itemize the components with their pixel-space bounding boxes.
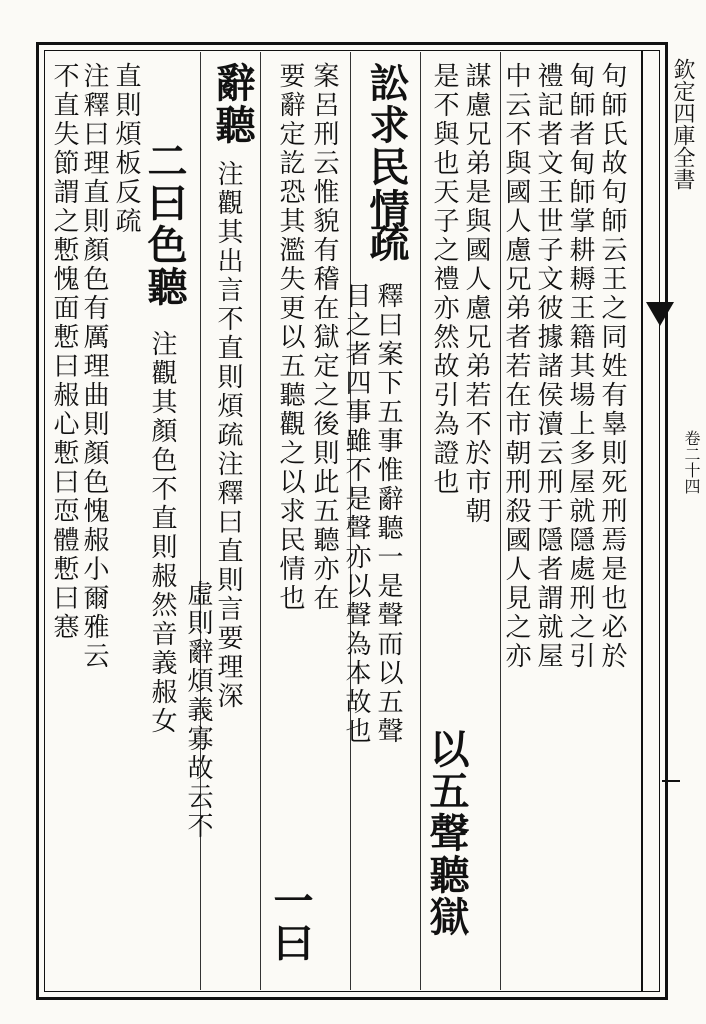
heading-column-12: 辭聽: [209, 62, 256, 146]
text-column-13: 虛則辭煩義寡故云不: [183, 580, 213, 841]
text-column-12: 注觀其出言不直則煩疏注釋曰直則言要理深: [213, 160, 243, 711]
book-title: 欽定四庫全書: [670, 58, 695, 190]
heading-column-8: 訟求民情: [363, 62, 410, 230]
text-column-15: 直則煩板反疏: [111, 62, 141, 236]
text-column-2: 甸師者甸師掌耕耨王籍其場上多屋就隱處刑之引: [565, 62, 595, 671]
text-column-10: 案呂刑云惟貌有稽在獄定之後則此五聽亦在: [309, 62, 339, 613]
text-column-4: 中云不與國人慮兄弟者若在市朝刑殺國人見之亦: [501, 62, 531, 671]
fishtail-mark-icon: [646, 302, 674, 326]
text-column-3: 禮記者文王世子文彼據諸侯瀆云刑于隱者謂就屋: [533, 62, 563, 671]
text-column-16: 注釋曰理直則顏色有厲理曲則顏色愧赧小爾雅云: [79, 62, 109, 671]
volume-label: 卷二十四: [682, 430, 701, 494]
text-column-17: 不直失節謂之慙愧面慙曰赧心慙曰恧體慙曰㥶: [49, 62, 79, 642]
margin-tick: [662, 780, 680, 782]
text-column-9: 目之者四事雖不是聲亦以聲為本故也: [341, 282, 371, 746]
column-rule: [420, 52, 421, 990]
margin-divider: [641, 50, 643, 992]
text-column-6: 是不與也天子之禮亦然故引為證也: [429, 62, 459, 497]
text-column-11: 要辭定訖恐其濫失更以五聽觀之以求民情也: [275, 62, 305, 613]
heading-column-8b: 疏: [363, 222, 410, 264]
heading-column-14: 二曰色聽: [141, 140, 188, 308]
text-column-5: 謀慮兄弟是與國人慮兄弟若不於市朝: [461, 62, 491, 526]
heading-column-7: 以五聲聽獄: [423, 728, 470, 938]
text-column-8: 釋曰案下五事惟辭聽一是聲而以五聲: [373, 282, 403, 746]
heading-column-11: 一曰: [267, 880, 314, 964]
column-rule: [260, 52, 261, 990]
text-column-1: 句師氏故句師云王之同姓有辠則死刑焉是也必於: [597, 62, 627, 671]
text-column-14: 注觀其顏色不直則赧然音義赧女: [147, 330, 177, 736]
